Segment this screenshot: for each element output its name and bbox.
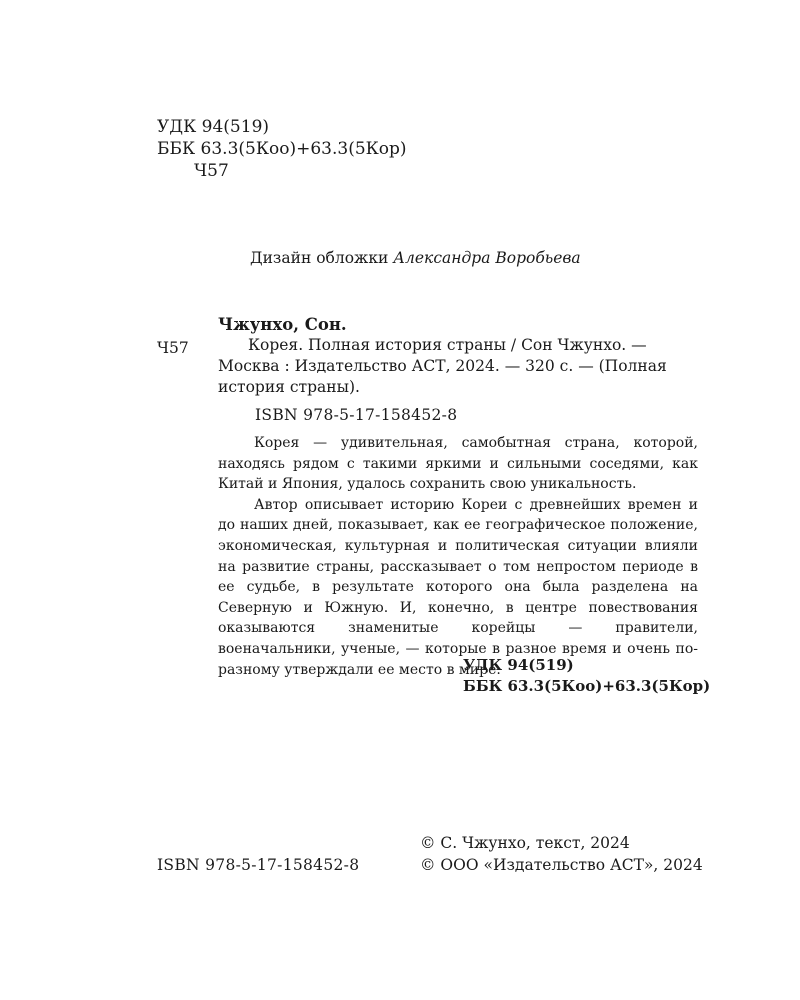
copyright-publisher: © ООО «Издательство АСТ», 2024 xyxy=(420,856,703,874)
bbk-code: ББК 63.3(5Коо)+63.3(5Кор) xyxy=(157,139,407,159)
author-mark: Ч57 xyxy=(194,161,229,181)
record-author: Чжунхо, Сон. xyxy=(218,315,347,334)
udk-code: УДК 94(519) xyxy=(157,117,270,137)
cover-designer-name: Александра Воробьева xyxy=(393,249,581,267)
bib-line: Корея. Полная история страны / Сон Чжунхо. — xyxy=(248,336,647,354)
annotation-paragraph: Автор описывает историю Кореи с древнейших времен и до наших дней, показывает, как ее географическое положение, экономическая, культурная и политическая ситуации влияли на развитие страны, рассказывает о том непростом периоде в ее судьбе, в результате которого она была разделена на Северную и Южную. И, конечно, в центре повествования оказываются знаменитые корейцы — правители, военачальники, ученые, — которые в разное время и очень по-разному утверждали ее место в мире. xyxy=(218,496,698,678)
bib-line: история страны). xyxy=(218,378,360,396)
footer-udk: УДК 94(519) xyxy=(463,656,574,674)
cover-design-prefix: Дизайн обложки xyxy=(250,249,389,267)
annotation xyxy=(218,433,698,680)
cover-design-credit xyxy=(250,248,581,268)
record-author-mark: Ч57 xyxy=(157,339,189,357)
footer-bbk: ББК 63.3(5Коо)+63.3(5Кор) xyxy=(463,677,711,695)
bibliographic-description xyxy=(218,335,700,398)
footer-isbn: ISBN 978-5-17-158452-8 xyxy=(157,856,360,874)
record-isbn: ISBN 978-5-17-158452-8 xyxy=(255,406,458,424)
annotation-paragraph: Корея — удивительная, самобытная страна, которой, находясь рядом с такими яркими и сильными соседями, как Китай и Япония, удалось сохранить свою уникальность. xyxy=(218,435,698,493)
bib-line: Москва : Издательство АСТ, 2024. — 320 с. — (Полная xyxy=(218,357,667,375)
copyright-author: © С. Чжунхо, текст, 2024 xyxy=(420,834,630,852)
